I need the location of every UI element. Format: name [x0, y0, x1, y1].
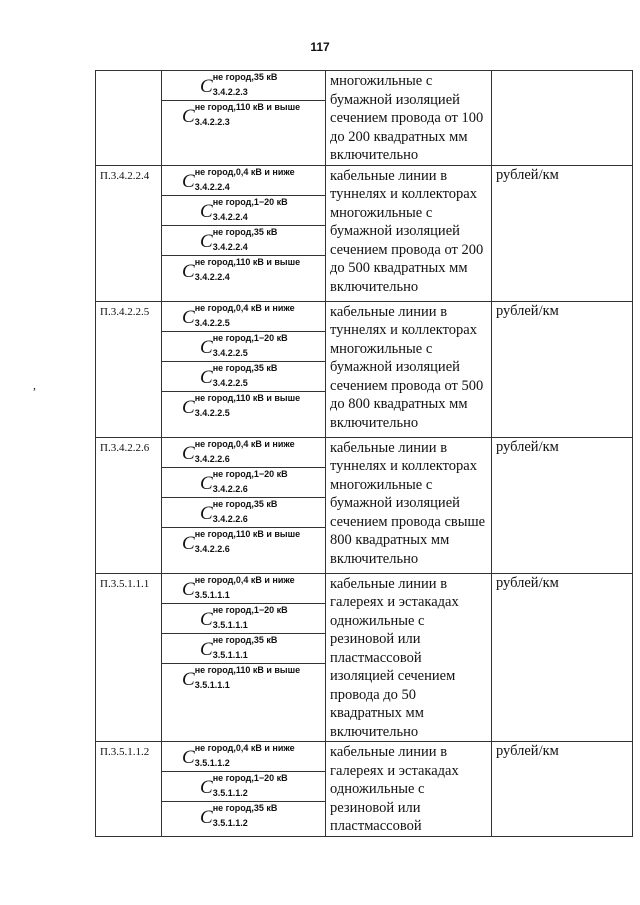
symbol-letter: C: [182, 532, 195, 554]
tariff-symbol: [200, 198, 288, 222]
row-code-cell: [96, 301, 162, 437]
row-code: [96, 71, 161, 75]
row-unit: рублей/км: [496, 302, 559, 319]
row-unit: рублей/км: [496, 438, 559, 455]
symbol-superscript: не город,1−20 кВ: [212, 468, 288, 479]
row-description: кабельные линии в галереях и эстакадах одножильные с резиновой или пластмассовой: [330, 744, 459, 834]
tariff-table: [95, 70, 633, 837]
symbol-subcell: [162, 101, 325, 150]
row-symbol-cell: [162, 165, 326, 301]
symbol-letter: C: [182, 442, 195, 464]
row-description-cell: [326, 742, 492, 837]
row-symbol-cell: [162, 573, 326, 742]
symbol-superscript: не город,35 кВ: [212, 72, 278, 82]
row-code: П.3.4.2.2.5: [100, 305, 150, 318]
row-code: П.3.4.2.2.6: [100, 441, 150, 454]
symbol-subscript: 3.4.2.2.5: [194, 407, 230, 418]
table-row: [96, 437, 633, 573]
symbol-superscript: не город,0,4 кВ и ниже: [194, 166, 295, 177]
symbol-letter: C: [200, 76, 213, 97]
row-unit-cell: [492, 301, 633, 437]
symbol-superscript: не город,110 кВ и выше: [194, 392, 301, 403]
symbol-subcell: [162, 664, 325, 709]
row-unit: [492, 71, 632, 72]
symbol-superscript: не город,35 кВ: [212, 803, 278, 813]
table-row: [96, 573, 633, 742]
symbol-subcell: [162, 332, 325, 362]
row-code-cell: [96, 742, 162, 837]
table-row: [96, 165, 633, 301]
tariff-symbol: [200, 228, 277, 252]
symbol-superscript: не город,0,4 кВ и ниже: [194, 743, 295, 753]
tariff-symbol: [200, 500, 277, 524]
row-unit-cell: [492, 742, 633, 837]
tariff-symbol: [200, 804, 277, 828]
row-description: кабельные линии в туннелях и коллекторах многожильные с бумажной изоляцией сечением провода от 500 до 800 квадратных мм включительно: [330, 303, 484, 431]
symbol-superscript: не город,35 кВ: [212, 634, 278, 645]
symbol-subscript: 3.5.1.1.1: [194, 679, 230, 690]
symbol-subscript: 3.4.2.2.5: [212, 347, 248, 358]
symbol-superscript: не город,1−20 кВ: [212, 604, 288, 615]
symbol-subcell: [162, 71, 325, 101]
tariff-symbol: [200, 364, 277, 388]
symbol-superscript: не город,1−20 кВ: [212, 332, 288, 343]
symbol-subscript: 3.4.2.2.5: [212, 377, 248, 388]
row-symbol-cell: [162, 437, 326, 573]
row-description: кабельные линии в туннелях и коллекторах многожильные с бумажной изоляцией сечением провода свыше 800 квадратных мм включительно: [330, 439, 486, 567]
symbol-superscript: не город,35 кВ: [212, 226, 278, 237]
symbol-letter: C: [200, 638, 213, 660]
tariff-symbol: [200, 774, 288, 798]
symbol-letter: C: [200, 336, 213, 358]
row-description-cell: [326, 437, 492, 573]
row-description-cell: [326, 165, 492, 301]
tariff-symbol: [182, 103, 300, 127]
row-description: кабельные линии в туннелях и коллекторах многожильные с бумажной изоляцией сечением провода от 200 до 500 квадратных мм включительно: [330, 167, 484, 295]
tariff-symbol: [200, 334, 288, 358]
symbol-subscript: 3.4.2.2.5: [194, 317, 230, 328]
symbol-superscript: не город,35 кВ: [212, 498, 278, 509]
symbol-subscript: 3.4.2.2.4: [194, 181, 230, 192]
table-row: [96, 301, 633, 437]
tariff-symbol: [182, 258, 300, 282]
symbol-subscript: 3.5.1.1.1: [212, 619, 248, 630]
symbol-subscript: 3.4.2.2.4: [212, 211, 248, 222]
tariff-symbol: [200, 606, 288, 630]
symbol-subcell: [162, 362, 325, 392]
symbol-subscript: 3.4.2.2.4: [194, 271, 230, 282]
row-unit-cell: [492, 437, 633, 573]
tariff-symbol: [182, 304, 295, 328]
symbol-subcell: [162, 742, 325, 772]
symbol-subcell: [162, 196, 325, 226]
symbol-subscript: 3.5.1.1.2: [194, 758, 230, 768]
symbol-superscript: не город,35 кВ: [212, 362, 278, 373]
symbol-letter: C: [182, 668, 195, 690]
tariff-symbol: [182, 394, 300, 418]
symbol-subcell: [162, 392, 325, 437]
symbol-letter: C: [182, 170, 195, 192]
symbol-subscript: 3.4.2.2.3: [194, 117, 230, 127]
symbol-superscript: не город,0,4 кВ и ниже: [194, 302, 295, 313]
row-symbol-cell: [162, 742, 326, 837]
symbol-letter: C: [182, 396, 195, 418]
symbol-letter: C: [182, 106, 195, 127]
symbol-superscript: не город,110 кВ и выше: [194, 664, 301, 675]
symbol-letter: C: [182, 306, 195, 328]
row-unit-cell: [492, 573, 633, 742]
row-code-cell: [96, 71, 162, 166]
symbol-subcell: [162, 438, 325, 468]
symbol-subscript: 3.4.2.2.4: [212, 241, 248, 252]
tariff-symbol: [200, 73, 277, 97]
row-unit: рублей/км: [496, 743, 559, 759]
margin-mark: ,: [33, 378, 36, 392]
symbol-subscript: 3.5.1.1.2: [212, 818, 248, 828]
symbol-subcell: [162, 634, 325, 664]
symbol-letter: C: [200, 366, 213, 388]
row-description: многожильные с бумажной изоляцией сечением провода от 100 до 200 квадратных мм включительно: [330, 73, 484, 163]
symbol-superscript: не город,1−20 кВ: [212, 196, 288, 207]
tariff-symbol: [182, 576, 295, 600]
symbol-subcell: [162, 166, 325, 196]
symbol-subscript: 3.5.1.1.1: [212, 649, 248, 660]
symbol-subscript: 3.4.2.2.6: [194, 543, 230, 554]
symbol-letter: C: [200, 807, 213, 828]
tariff-symbol: [200, 636, 277, 660]
row-code: П.3.4.2.2.4: [100, 169, 150, 182]
tariff-symbol: [182, 440, 295, 464]
symbol-letter: C: [200, 608, 213, 630]
symbol-letter: C: [200, 777, 213, 798]
symbol-letter: C: [182, 747, 195, 768]
symbol-letter: C: [200, 502, 213, 524]
symbol-subscript: 3.5.1.1.2: [212, 788, 248, 798]
symbol-subcell: [162, 574, 325, 604]
symbol-subscript: 3.4.2.2.6: [212, 513, 248, 524]
symbol-letter: C: [182, 260, 195, 282]
row-description-cell: [326, 573, 492, 742]
symbol-subcell: [162, 498, 325, 528]
row-description-cell: [326, 301, 492, 437]
symbol-subcell: [162, 256, 325, 301]
row-description: кабельные линии в галереях и эстакадах одножильные с резиновой или пластмассовой изоляцией сечением провода до 50 квадратных мм включительно: [330, 575, 459, 740]
row-code-cell: [96, 437, 162, 573]
table-row: [96, 742, 633, 837]
row-code-cell: [96, 573, 162, 742]
symbol-subscript: 3.5.1.1.1: [194, 589, 230, 600]
row-unit: рублей/км: [496, 574, 559, 591]
row-code-cell: [96, 165, 162, 301]
symbol-letter: C: [182, 578, 195, 600]
symbol-subscript: 3.4.2.2.6: [212, 483, 248, 494]
symbol-superscript: не город,0,4 кВ и ниже: [194, 438, 295, 449]
symbol-subcell: [162, 302, 325, 332]
symbol-subcell: [162, 772, 325, 802]
symbol-superscript: не город,110 кВ и выше: [194, 528, 301, 539]
tariff-symbol: [182, 744, 295, 768]
symbol-subcell: [162, 528, 325, 573]
symbol-letter: C: [200, 200, 213, 222]
symbol-superscript: не город,110 кВ и выше: [194, 256, 301, 267]
symbol-superscript: не город,110 кВ и выше: [194, 102, 301, 112]
row-symbol-cell: [162, 71, 326, 166]
symbol-subcell: [162, 802, 325, 831]
page-number: 117: [310, 40, 330, 54]
row-description-cell: [326, 71, 492, 166]
symbol-superscript: не город,0,4 кВ и ниже: [194, 574, 295, 585]
symbol-subscript: 3.4.2.2.6: [194, 453, 230, 464]
tariff-symbol: [182, 666, 300, 690]
symbol-subcell: [162, 226, 325, 256]
symbol-subscript: 3.4.2.2.3: [212, 87, 248, 97]
symbol-letter: C: [200, 472, 213, 494]
tariff-symbol: [182, 530, 300, 554]
row-code: П.3.5.1.1.1: [100, 577, 150, 590]
tariff-symbol: [182, 168, 295, 192]
row-code: П.3.5.1.1.2: [100, 746, 150, 758]
symbol-subcell: [162, 468, 325, 498]
symbol-superscript: не город,1−20 кВ: [212, 773, 288, 783]
symbol-letter: C: [200, 230, 213, 252]
table-row: [96, 71, 633, 166]
symbol-subcell: [162, 604, 325, 634]
row-symbol-cell: [162, 301, 326, 437]
row-unit-cell: [492, 165, 633, 301]
row-unit-cell: [492, 71, 633, 166]
row-unit: рублей/км: [496, 166, 559, 183]
tariff-symbol: [200, 470, 288, 494]
